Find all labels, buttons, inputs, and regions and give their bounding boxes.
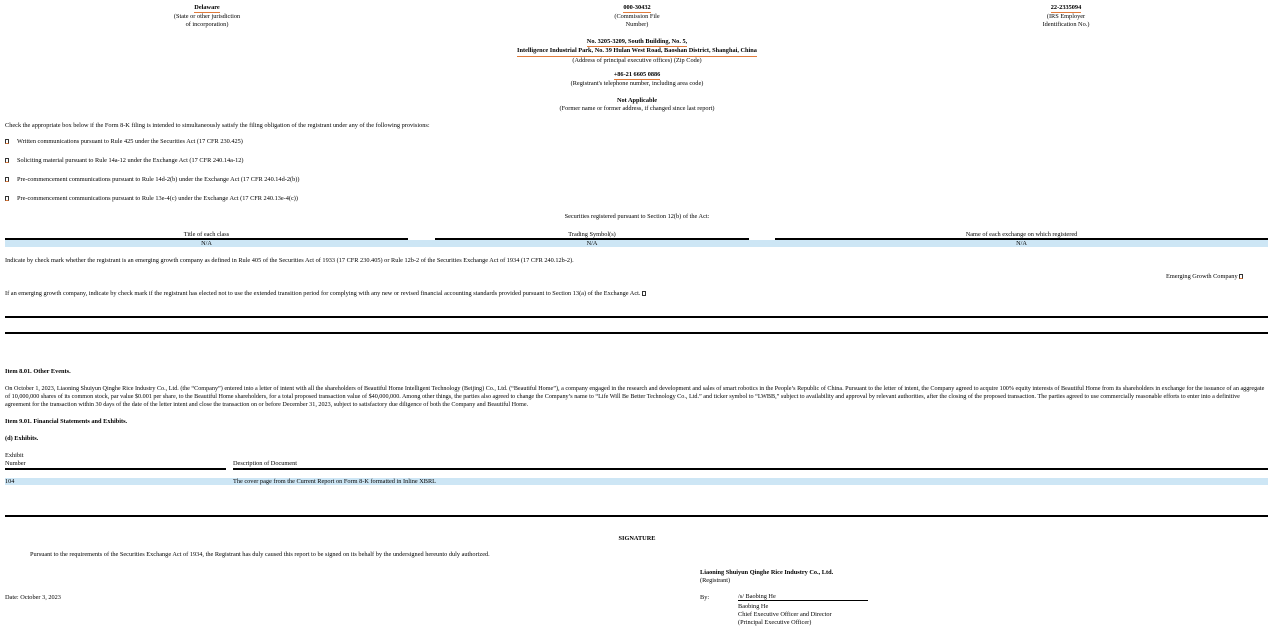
commission-block bbox=[577, 4, 697, 29]
signature-line bbox=[738, 600, 868, 601]
address-line-1: No. 3205-3209, South Building, No. 5, bbox=[587, 38, 687, 47]
item-801-body: On October 1, 2023, Liaoning Shuiyun Qinghe Rice Industry Co., Ltd. (the “Company”) entered into a letter of intent with all the shareholders of Beautiful Home Intelligent Technology (Beijing) Co., Ltd. (“Beautiful Home”), a company engaged in the research and development and sales of smart robotics in the People’s Republic of China. Pursuant to the letter of intent, the Company agreed to acquire 100% equity interests of Beautiful Home from its shareholders in exchange for the issuance of an aggregate of 10,000,000 shares of its common stock, par value $0.001 per share, to the Beautiful Home shareholders, for a total proposed transaction value of $40,000,000. Among other things, the parties also agreed to change the Company’s name to “Life Will Be Better Technology Co., Ltd.” and ticker symbol to “LWBB,” subject to availability and approval by relevant authorities, after the closing of the proposed transaction. The parties agreed to use commercially reasonable efforts to enter into a definitive agreement for the transaction within 30 days of the date of the letter intent and close the transaction on or before December 31, 2023, subject to satisfactory due diligence of both the Company and Beautiful Home. bbox=[5, 386, 1265, 408]
securities-col3-header: Name of each exchange on which registered bbox=[965, 231, 1078, 238]
address-label: (Address of principal executive offices) (Zip Code) bbox=[572, 56, 702, 64]
securities-heading: Securities registered pursuant to Section 12(b) of the Act: bbox=[564, 213, 710, 220]
signature-name: Baobing He bbox=[738, 603, 769, 610]
egc-line bbox=[1166, 273, 1243, 281]
former-label: (Former name or former address, if changed since last report) bbox=[559, 104, 715, 112]
checkbox-rule-425[interactable] bbox=[5, 139, 9, 144]
exhibit-header-1: Exhibit bbox=[5, 452, 24, 459]
commission-value: 000-30432 bbox=[623, 4, 650, 13]
phone-block bbox=[437, 71, 837, 88]
signature-title-2: (Principal Executive Officer) bbox=[738, 619, 812, 626]
irs-label-2: Identification No.) bbox=[1042, 21, 1090, 29]
securities-col1-header: Title of each class bbox=[183, 231, 230, 238]
check-intro: Check the appropriate box below if the Form 8-K filing is intended to simultaneously satisfy the filing obligation of the registrant under any of the following provisions: bbox=[5, 122, 430, 129]
item-801-heading: Item 8.01. Other Events. bbox=[5, 368, 71, 375]
divider-1 bbox=[5, 316, 1268, 318]
state-value: Delaware bbox=[194, 4, 219, 13]
item-901-heading: Item 9.01. Financial Statements and Exhibits. bbox=[5, 418, 128, 425]
irs-block bbox=[1006, 4, 1126, 29]
divider-3 bbox=[5, 515, 1268, 517]
signature-heading: SIGNATURE bbox=[618, 535, 656, 542]
egc-transition-text: If an emerging growth company, indicate by check mark if the registrant has elected not to use the extended transition period for complying with any new or revised financial accounting standards provided pursuant to Section 13(a) of the Exchange Act. bbox=[5, 290, 641, 297]
egc-checkbox[interactable] bbox=[1239, 274, 1243, 279]
signature-text: Pursuant to the requirements of the Securities Exchange Act of 1934, the Registrant has duly caused this report to be signed on its behalf by the undersigned hereunto duly authorized. bbox=[30, 551, 490, 558]
commission-label-2: Number) bbox=[625, 21, 649, 29]
state-label-2: of incorporation) bbox=[185, 21, 229, 29]
divider-2 bbox=[5, 332, 1268, 334]
egc-transition-line bbox=[5, 290, 646, 298]
checkbox-label-rule-13e-4c: Pre-commencement communications pursuant to Rule 13e-4(c) under the Exchange Act (17 CFR 240.13e-4(c)) bbox=[17, 195, 299, 202]
securities-col1-value: N/A bbox=[201, 240, 212, 247]
egc-label: Emerging Growth Company bbox=[1166, 273, 1238, 280]
checkbox-label-rule-14a-12: Soliciting material pursuant to Rule 14a-12 under the Exchange Act (17 CFR 240.14a-12) bbox=[17, 157, 244, 164]
signature-date: Date: October 3, 2023 bbox=[5, 594, 61, 601]
securities-col2-header: Trading Symbol(s) bbox=[568, 231, 616, 238]
egc-transition-checkbox[interactable] bbox=[642, 291, 646, 296]
exhibit-row bbox=[5, 478, 1268, 485]
exhibit-number: 104 bbox=[5, 478, 15, 485]
irs-label-1: (IRS Employer bbox=[1046, 13, 1086, 21]
signature-registrant: (Registrant) bbox=[700, 577, 731, 584]
exhibit-description: The cover page from the Current Report on Form 8-K formatted in Inline XBRL bbox=[233, 478, 437, 485]
signature-title-1: Chief Executive Officer and Director bbox=[738, 611, 832, 618]
phone-label: (Registrant's telephone number, including area code) bbox=[570, 80, 704, 88]
signature-by: By: bbox=[700, 594, 710, 601]
address-line-2: Intelligence Industrial Park, No. 39 Hulan West Road, Baoshan District, Shanghai, China bbox=[517, 47, 757, 56]
checkbox-rule-13e-4c[interactable] bbox=[5, 196, 9, 201]
securities-col2-value: N/A bbox=[586, 240, 598, 247]
securities-row bbox=[5, 240, 1268, 247]
checkbox-rule-14d-2b[interactable] bbox=[5, 177, 9, 182]
signature-company: Liaoning Shuiyun Qinghe Rice Industry Co., Ltd. bbox=[700, 569, 834, 576]
exhibit-header-2: Number bbox=[5, 460, 26, 467]
exhibit-col1-rule bbox=[5, 468, 226, 470]
state-block bbox=[147, 4, 267, 29]
state-label-1: (State or other jurisdiction bbox=[173, 13, 241, 21]
signature-slash-s: /s/ Baobing He bbox=[738, 593, 776, 600]
checkbox-rule-14a-12[interactable] bbox=[5, 158, 9, 163]
egc-text: Indicate by check mark whether the registrant is an emerging growth company as defined in Rule 405 of the Securities Act of 1933 (17 CFR 230.405) or Rule 12b-2 of the Securities Exchange Act of 1934 (17 CFR 240.12b-2). bbox=[5, 257, 574, 264]
securities-col3-value: N/A bbox=[1016, 240, 1027, 247]
checkbox-label-rule-425: Written communications pursuant to Rule 425 under the Securities Act (17 CFR 230.425) bbox=[17, 138, 243, 145]
exhibit-description-header: Description of Document bbox=[233, 460, 298, 467]
irs-value: 22-2335094 bbox=[1051, 4, 1081, 13]
phone-value: +86-21 6605 0886 bbox=[614, 71, 661, 80]
former-block bbox=[437, 97, 837, 113]
item-901-subheading: (d) Exhibits. bbox=[5, 435, 39, 442]
exhibit-col2-rule bbox=[233, 468, 1268, 470]
commission-label-1: (Commission File bbox=[614, 13, 660, 21]
address-block bbox=[437, 38, 837, 65]
former-value: Not Applicable bbox=[616, 97, 658, 104]
checkbox-label-rule-14d-2b: Pre-commencement communications pursuant to Rule 14d-2(b) under the Exchange Act (17 CFR 240.14d-2(b)) bbox=[17, 176, 300, 183]
